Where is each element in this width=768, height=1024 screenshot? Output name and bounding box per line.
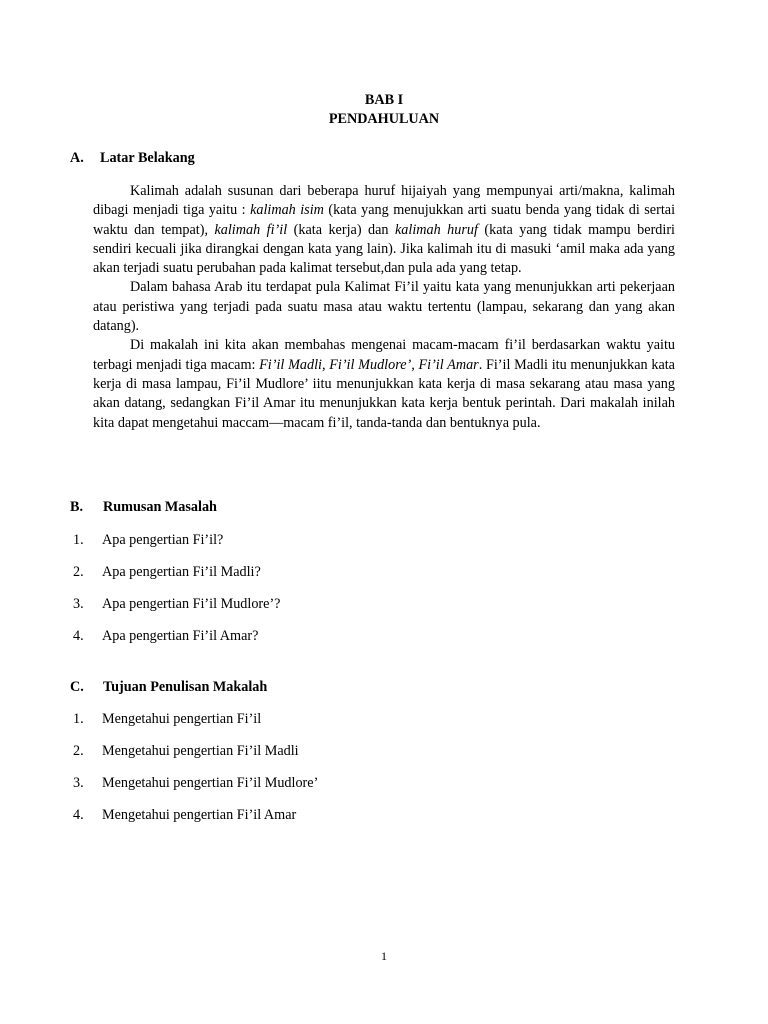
list-text: Mengetahui pengertian Fi’il Amar [102,807,297,823]
section-b-number: B. [70,499,84,515]
term-kalimah-huruf: kalimah huruf [395,221,478,238]
paragraph-3-text-2: . Fi’il Madli itu menunjukkan kata kerja di masa lampau, Fi’il Mudlore’ iitu menunjukkan kata kerja di masa sekarang atau masa yang akan datang, sedangkan Fi’il Amar itu menunjukkan kata kerja bentuk perintah. Dari makalah inilah kita dapat mengetahui maccam—macam fi’il, tanda-tanda dan bentuknya pula. [93,356,675,431]
list-text: Apa pengertian Fi’il Mudlore’? [102,596,281,612]
list-number: 2. [73,743,84,759]
list-number: 4. [73,807,84,823]
term-fiil-types: Fi’il Madli, Fi’il Mudlore’, Fi’il Amar [259,356,479,373]
list-text: Apa pengertian Fi’il Madli? [102,564,261,580]
list-item [73,775,318,792]
section-c-number: C. [70,679,84,695]
section-b-title: Rumusan Masalah [103,499,217,515]
term-kalimah-fiil: kalimah fi’il [214,221,288,238]
section-c-title: Tujuan Penulisan Makalah [103,679,268,695]
section-b-heading [70,499,217,516]
term-kalimah-isim: kalimah isim [250,202,324,219]
list-number: 3. [73,775,84,791]
list-number: 1. [73,711,84,727]
list-item [73,743,299,760]
list-item [73,564,261,581]
paragraph-1-text-4: (kata yang tidak mampu berdiri sendiri kecuali jika dirangkai dengan kata yang lain). Jika kalimah itu di masuki ‘amil maka ada yang akan terjadi suatu perubahan pada kalimat tersebut,dan pula ada yang tetap. [93,221,675,277]
list-number: 3. [73,596,84,612]
list-text: Mengetahui pengertian Fi’il [102,711,262,727]
paragraph-1-text-2: (kata yang menujukkan arti suatu benda yang tidak di sertai waktu dan tempat), [93,202,676,238]
list-item [73,628,258,645]
section-a-number: A. [70,150,84,166]
paragraph-1 [93,182,675,278]
list-text: Mengetahui pengertian Fi’il Mudlore’ [102,775,319,791]
list-item [73,596,280,613]
list-number: 2. [73,564,84,580]
list-number: 4. [73,628,84,644]
list-item [73,711,261,728]
list-text: Apa pengertian Fi’il Amar? [102,628,259,644]
section-a-body [93,182,675,433]
list-item [73,807,296,824]
chapter-title: PENDAHULUAN [328,111,440,127]
list-number: 1. [73,532,84,548]
section-a-title: Latar Belakang [100,150,195,166]
list-item [73,532,223,549]
paragraph-3-text-1: Di makalah ini kita akan membahas mengenai macam-macam fi’il berdasarkan waktu yaitu terbagi menjadi tiga macam: [93,337,675,373]
paragraph-1-text-3: (kata kerja) dan [287,221,395,238]
chapter-label: BAB I [364,92,404,108]
section-c-heading [70,679,267,696]
paragraph-2: Dalam bahasa Arab itu terdapat pula Kalimat Fi’il yaitu kata yang menunjukkan arti pekerjaan atau peristiwa yang terjadi pada suatu masa atau waktu tertentu (lampau, sekarang dan yang akan datang). [93,279,675,335]
list-text: Apa pengertian Fi’il? [102,532,224,548]
list-text: Mengetahui pengertian Fi’il Madli [102,743,299,759]
paragraph-3 [93,336,675,432]
paragraph-1-text-1: Kalimah adalah susunan dari beberapa huruf hijaiyah yang mempunyai arti/makna, kalimah dibagi menjadi tiga yaitu : [93,183,675,219]
page-number: 1 [381,949,387,963]
section-a-heading [70,150,195,167]
